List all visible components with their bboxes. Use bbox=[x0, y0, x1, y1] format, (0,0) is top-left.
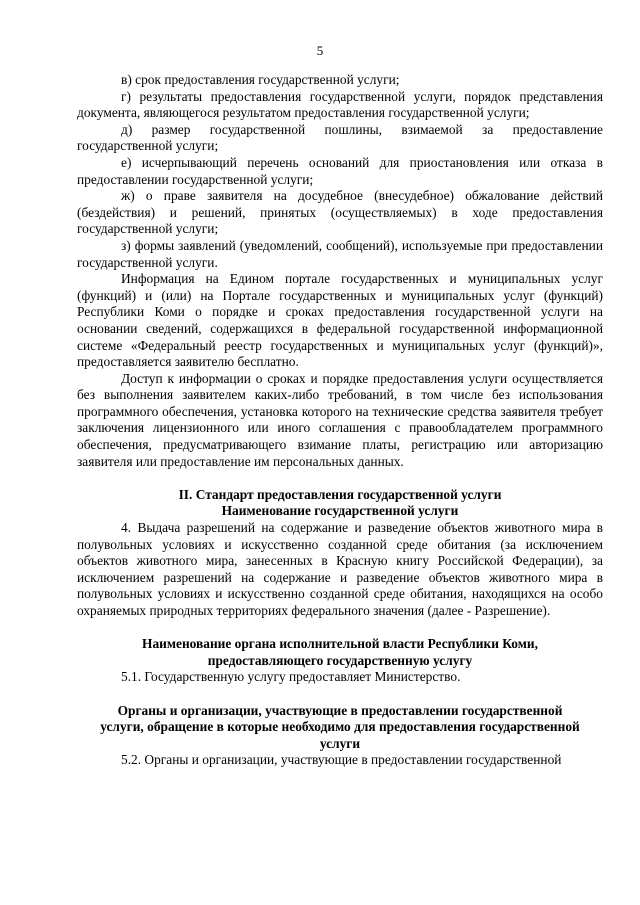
paragraph-access: Доступ к информации о сроках и порядке предоставления услуги осуществляется без выполнения заявителем каких-либо требований, в том числе без использования программного обеспечения, установка которого на технические средства заявителя требует заключения лицензионного или иного соглашения с правообладателем программного обеспечения, предусматривающего взимание платы, регистрацию или авторизацию заявителя или предоставление им персональных данных. bbox=[77, 370, 603, 469]
paragraph-5-2: 5.2. Органы и организации, участвующие в предоставлении государственной bbox=[121, 752, 562, 768]
paragraph-5-1: 5.1. Государственную услугу предоставляет Министерство. bbox=[121, 669, 461, 685]
heading-orgs-line3: услуги bbox=[319, 735, 361, 751]
list-item-zh: ж) о праве заявителя на досудебное (внесудебное) обжалование действий (бездействия) и решений, принятых (осуществляемых) в ходе предоставления государственной услуги; bbox=[77, 188, 603, 237]
list-item-g: г) результаты предоставления государственной услуги, порядок представления документа, являющегося результатом предоставления государственной услуги; bbox=[77, 88, 603, 121]
list-item-d: д) размер государственной пошлины, взимаемой за предоставление государственной услуги; bbox=[77, 121, 603, 154]
list-item-v: в) срок предоставления государственной услуги; bbox=[121, 72, 400, 87]
paragraph-4: 4. Выдача разрешений на содержание и разведение объектов животного мира в полувольных условиях и искусственно созданной среде обитания (за исключением объектов животного мира, занесенных в Красную книгу Российской Федерации), за исключением разрешений на содержание и разведение объектов животного мира в полувольных условиях и искусственно созданной среде обитания, находящихся на особо охраняемых природных территориях федерального значения (далее - Разрешение). bbox=[77, 520, 603, 618]
page-number: 5 bbox=[316, 43, 324, 58]
heading-orgs-line2: услуги, обращение в которые необходимо для предоставления государственной bbox=[100, 719, 580, 735]
subheading-service-name: Наименование государственной услуги bbox=[221, 503, 459, 519]
heading-organ-line2: предоставляющего государственную услугу bbox=[207, 652, 473, 668]
list-item-e: е) исчерпывающий перечень оснований для приостановления или отказа в предоставлении государственной услуги; bbox=[77, 154, 603, 187]
heading-organ-line1: Наименование органа исполнительной власти Республики Коми, bbox=[142, 636, 538, 652]
document-body bbox=[77, 72, 603, 769]
section-heading-standard: II. Стандарт предоставления государственной услуги bbox=[178, 486, 502, 502]
heading-orgs-line1: Органы и организации, участвующие в предоставлении государственной bbox=[117, 702, 563, 718]
list-item-z: з) формы заявлений (уведомлений, сообщений), используемые при предоставлении государственной услуги. bbox=[77, 237, 603, 270]
paragraph-info-portal: Информация на Едином портале государственных и муниципальных услуг (функций) и (или) на Портале государственных и муниципальных услуг (функций) Республики Коми о порядке и сроках предоставления государственной услуги на основании сведений, содержащихся в федеральной государственной информационной системе «Федеральный реестр государственных и муниципальных услуг (функций)», предоставляется заявителю бесплатно. bbox=[77, 271, 603, 370]
